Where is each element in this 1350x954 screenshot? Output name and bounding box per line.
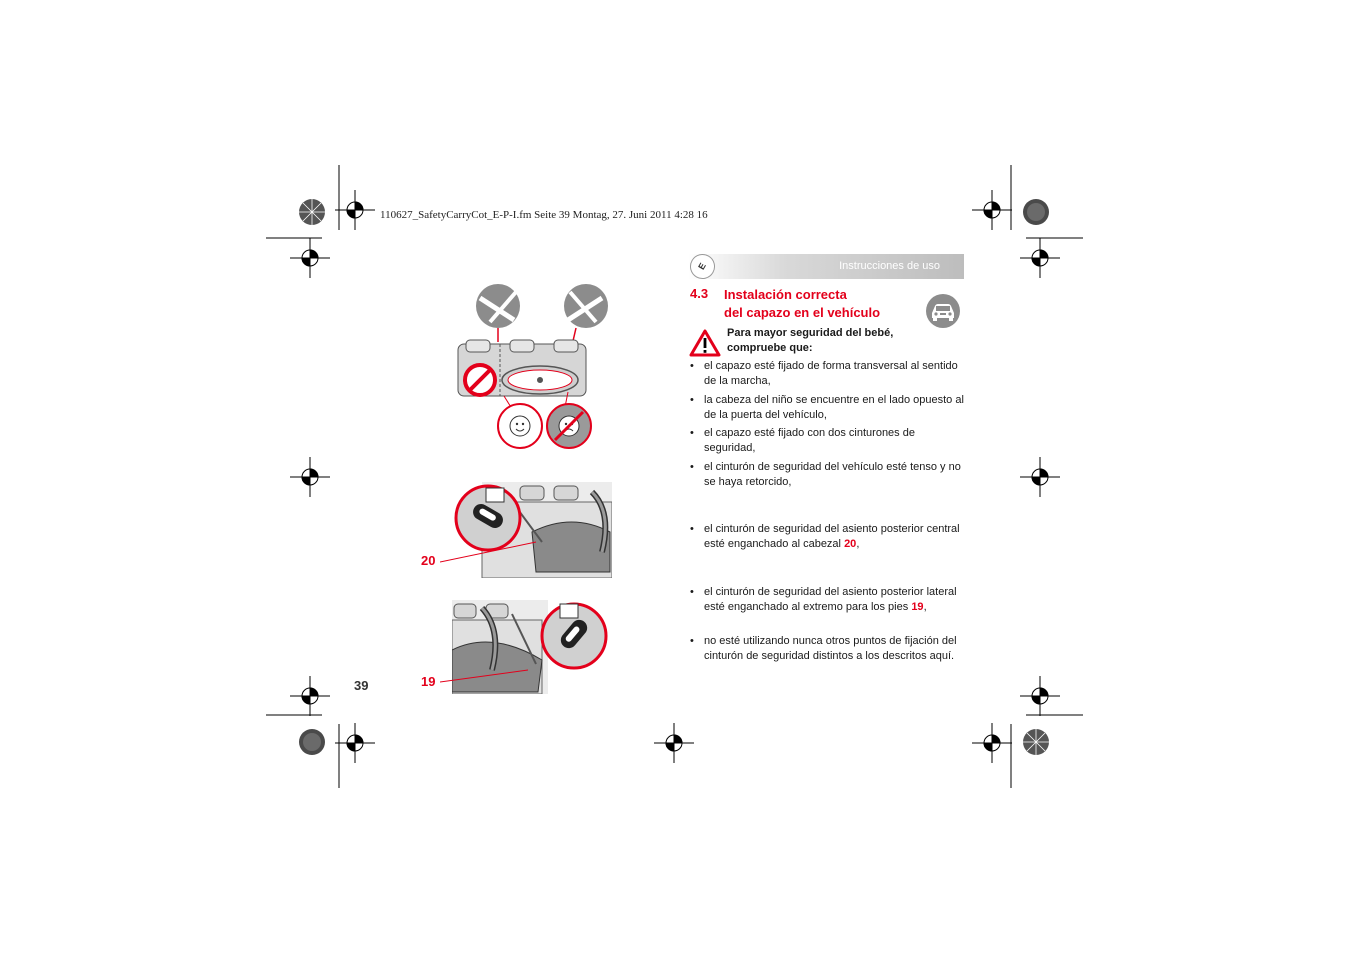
- list-item: • el capazo esté fijado de forma transversal al sentido de la marcha,: [690, 360, 958, 388]
- list-item: • la cabeza del niño se encuentre en el lado opuesto al de la puerta del vehículo,: [690, 394, 964, 422]
- header-bar: [688, 254, 964, 279]
- warning-line2: compruebe que:: [727, 342, 813, 354]
- section-title-line1: Instalación correcta: [724, 287, 847, 302]
- page-number: 39: [354, 678, 369, 693]
- callout-19: 19: [421, 674, 436, 689]
- section-title-line2: del capazo en el vehículo: [724, 305, 881, 320]
- section-title: [724, 286, 880, 322]
- illustration-seat-top-view: [452, 284, 612, 450]
- sad-baby-icon: [547, 404, 591, 448]
- happy-baby-icon: [498, 404, 542, 448]
- list-item: • el capazo esté fijado con dos cinturones de seguridad,: [690, 427, 915, 455]
- warning-text: [727, 326, 893, 356]
- language-badge: E: [685, 249, 719, 283]
- callout-20-leader: [440, 540, 540, 566]
- callout-19-leader: [440, 668, 532, 684]
- callout-20: 20: [421, 553, 436, 568]
- ref-19: 19: [911, 601, 924, 614]
- warning-icon: [689, 329, 721, 357]
- header-title: Instrucciones de uso: [839, 260, 940, 272]
- file-info: 110627_SafetyCarryCot_E-P-I.fm Seite 39 Montag, 27. Juni 2011 4:28 16: [380, 209, 708, 221]
- footend-hook-detail: [542, 604, 606, 668]
- prohibited-icon: [465, 365, 495, 395]
- belt-buckle-icon: [564, 284, 608, 328]
- ref-20: 20: [844, 538, 857, 551]
- list-item: • el cinturón de seguridad del asiento posterior central esté enganchado al cabezal 20,: [690, 523, 960, 551]
- belt-buckle-icon: [476, 284, 520, 328]
- car-icon: [925, 293, 961, 329]
- list-item: • el cinturón de seguridad del vehículo esté tenso y no se haya retorcido,: [690, 461, 961, 489]
- list-item: • el cinturón de seguridad del asiento posterior lateral esté enganchado al extremo para los pies 19,: [690, 586, 957, 614]
- warning-line1: Para mayor seguridad del bebé,: [727, 327, 894, 339]
- section-number: 4.3: [690, 286, 709, 301]
- list-item: • no esté utilizando nunca otros puntos de fijación del cinturón de seguridad distintos a los descritos aquí.: [690, 635, 957, 663]
